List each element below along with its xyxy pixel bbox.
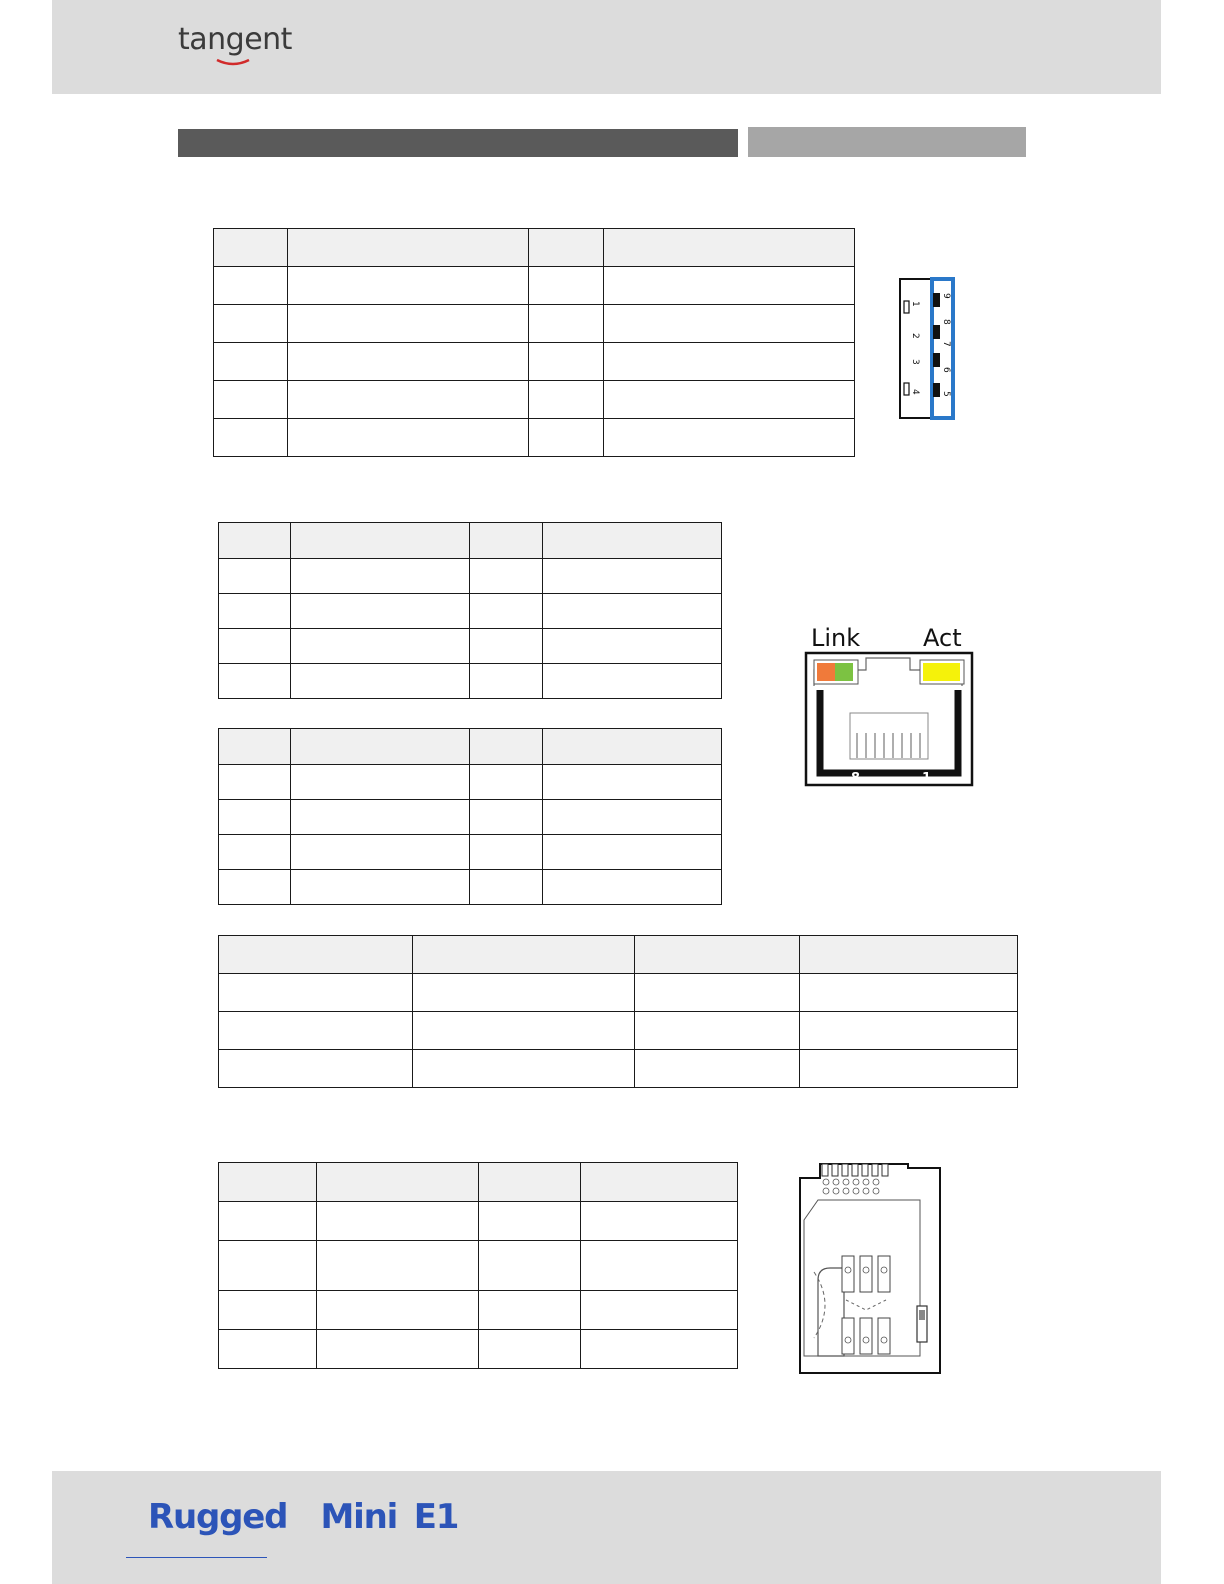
tangent-logo: tangent [178, 22, 292, 57]
table-row [219, 800, 722, 835]
usb-pin-label: 5 [941, 391, 951, 397]
table-row [219, 1050, 1018, 1088]
usb-pin-label: 9 [941, 293, 951, 299]
table-row [219, 1291, 738, 1330]
usb-pin-label: 6 [941, 367, 951, 373]
footer-link-underline [126, 1557, 267, 1558]
table-row [219, 974, 1018, 1012]
usb-pin-label: 2 [910, 333, 920, 339]
table-row [219, 664, 722, 699]
table-row [219, 870, 722, 905]
sim-slot-diagram [796, 1160, 944, 1376]
section-title-bar-accent [748, 127, 1026, 157]
table-row [219, 1241, 738, 1291]
table-row [214, 343, 855, 381]
table-row [219, 559, 722, 594]
table-header-row [219, 523, 722, 559]
logo-underline-mark [216, 58, 250, 66]
product-name: Rugged Mini E1 [148, 1497, 459, 1537]
table-row [214, 305, 855, 343]
act-label: Act [923, 624, 962, 652]
lan-pin-table-2 [218, 728, 722, 905]
usb-pin-label: 4 [910, 389, 920, 395]
usb-pin-table [213, 228, 855, 457]
link-label: Link [811, 624, 861, 652]
rj45-connector-diagram [800, 618, 978, 790]
sim-pin-table [218, 1162, 738, 1369]
table-header-row [219, 729, 722, 765]
table-row [219, 1330, 738, 1369]
act-led-yellow [923, 663, 960, 681]
table-row [219, 835, 722, 870]
section-title-bar [178, 129, 738, 157]
usb-pin-label: 3 [910, 359, 920, 365]
table-row [219, 594, 722, 629]
table-row [219, 765, 722, 800]
table-header-row [219, 1163, 738, 1202]
link-led-orange [817, 663, 835, 681]
table-row [219, 1202, 738, 1241]
table-row [219, 629, 722, 664]
table-header-row [219, 936, 1018, 974]
table-header-row [214, 229, 855, 267]
usb-connector-diagram [896, 275, 960, 423]
table-row [214, 381, 855, 419]
table-row [219, 1012, 1018, 1050]
led-status-table [218, 935, 1018, 1088]
lan-pin-table-1 [218, 522, 722, 699]
usb-pin-label: 1 [910, 301, 920, 307]
pin-8-label: 8 [851, 771, 861, 786]
table-row [214, 267, 855, 305]
usb-pin-label: 8 [941, 319, 951, 325]
link-led-green [835, 663, 853, 681]
usb-pin-label: 7 [941, 341, 951, 347]
pin-1-label: 1 [922, 771, 932, 786]
table-row [214, 419, 855, 457]
